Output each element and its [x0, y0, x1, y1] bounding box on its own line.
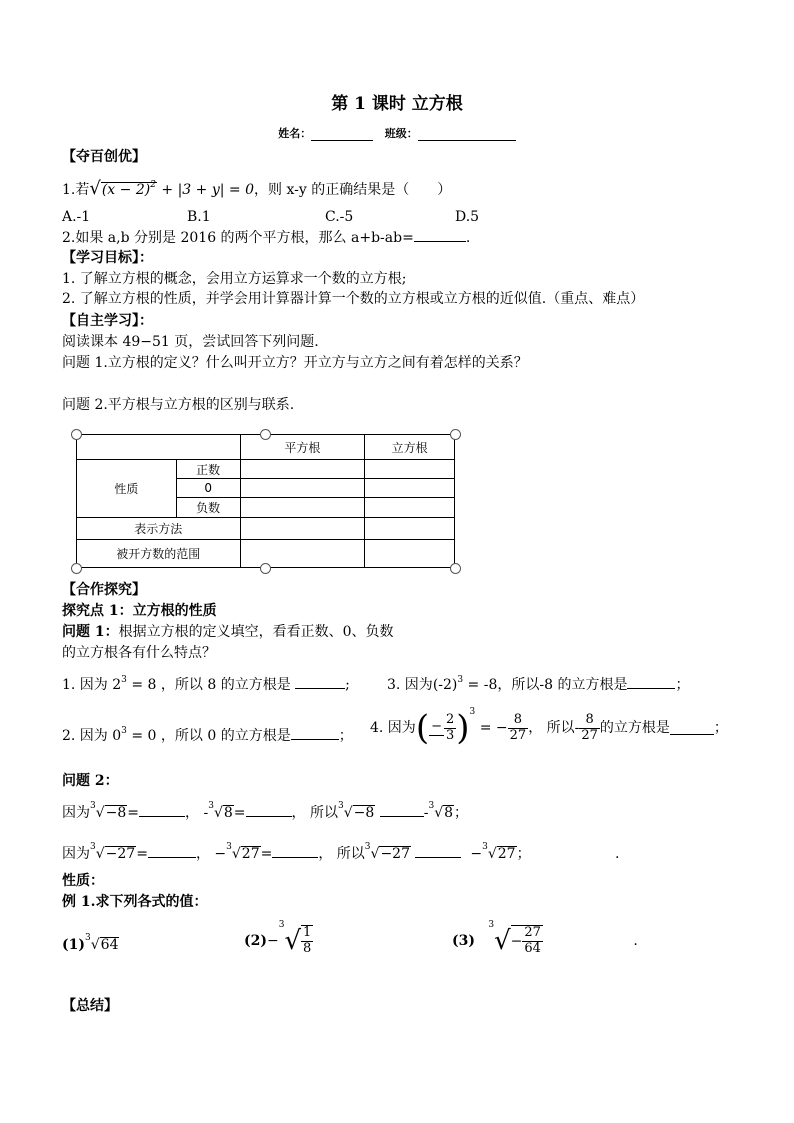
q1-prefix: 1.若: [62, 182, 90, 198]
q1-option-d[interactable]: D.5: [455, 209, 480, 225]
goal-2: 2. 了解立方根的性质，并学会用计算器计算一个数的立方根或立方根的近似值.（重点、难点）: [62, 291, 645, 307]
self-study-problem-1: 问题 1.立方根的定义？什么叫开立方？开立方与立方之间有着怎样的关系？: [62, 355, 528, 371]
section-self-study: 【自主学习】：: [62, 313, 153, 329]
example-1-part-3: (3) $^3$√− $\frac{27}{64}$ .: [452, 920, 638, 956]
example-1-part-2: (2)−$^3$√ $\frac{1}{8}$: [244, 920, 312, 956]
row-radicand-range: 被开方数的范围: [77, 539, 241, 567]
explore-question-2: 问题 2：: [62, 773, 119, 789]
col-header-square: 平方根: [240, 435, 365, 460]
section-coop: 【合作探究】: [62, 582, 146, 598]
q1-option-a[interactable]: A.-1: [62, 209, 91, 225]
class-label: 班级：: [384, 127, 418, 140]
goal-1: 1. 了解立方根的概念，会用立方运算求一个数的立方根;: [62, 271, 407, 287]
row-negative: 负数: [176, 498, 240, 517]
item-2: 2. 因为 $0^3 = 0$ ，所以 0 的立方根是 ；: [62, 726, 353, 744]
cell-square-notation[interactable]: [240, 517, 365, 539]
resize-handle-tl[interactable]: [71, 429, 82, 440]
question-2-line-1: 因为$^3$√−8= ， -$^3$√8= ， 所以$^3$√−8 -$^3$√8；: [62, 801, 469, 821]
explore-point-1: 探究点 1：立方根的性质: [62, 603, 217, 619]
question-1: [62, 178, 451, 201]
item1-blank[interactable]: [295, 676, 345, 689]
cell-cube-zero[interactable]: [365, 479, 455, 498]
cell-square-negative[interactable]: [240, 498, 365, 517]
comparison-table: [76, 434, 455, 568]
q2-blank[interactable]: [414, 229, 466, 242]
item2-blank[interactable]: [291, 727, 339, 740]
section-warmup: 【夺百创优】: [62, 149, 146, 165]
class-blank[interactable]: [418, 128, 516, 141]
section-summary: 【总结】: [62, 998, 118, 1014]
col-header-cube: 立方根: [365, 435, 455, 460]
self-study-read: 阅读课本 49−51 页，尝试回答下列问题.: [62, 334, 319, 350]
resize-handle-bl[interactable]: [71, 563, 82, 574]
cell-cube-range[interactable]: [365, 539, 455, 567]
resize-handle-tm[interactable]: [260, 429, 271, 440]
row-positive: 正数: [176, 460, 240, 479]
q1-radicand: $(x - 2)^2$: [101, 180, 156, 198]
question-2-line-2: 因为$^3$√−27= ， −$^3$√27= ， 所以$^3$√−27 −$^3$√27； .: [62, 842, 620, 862]
question-2: 2.如果 a,b 分别是 2016 的两个平方根，那么 a+b-ab= .: [62, 230, 471, 246]
cell-cube-negative[interactable]: [365, 498, 455, 517]
row-header-property: 性质: [77, 460, 177, 517]
self-study-problem-2: 问题 2.平方根与立方根的区别与联系.: [62, 397, 295, 413]
table-corner: [77, 435, 241, 460]
item3-blank[interactable]: [627, 676, 675, 689]
section-goals: 【学习目标】：: [62, 250, 153, 266]
row-notation: 表示方法: [77, 517, 241, 539]
name-blank[interactable]: [311, 128, 373, 141]
cell-square-positive[interactable]: [240, 460, 365, 479]
q2-text: 2.如果 a,b 分别是 2016 的两个平方根，那么 a+b-ab=: [62, 230, 414, 246]
resize-handle-tr[interactable]: [450, 429, 461, 440]
q1-expr: + |3 + y| = 0: [161, 182, 254, 198]
explore-question-1-line2: 的立方根各有什么特点？: [62, 645, 216, 661]
cell-square-range[interactable]: [240, 539, 365, 567]
item4-blank[interactable]: [670, 722, 714, 735]
example-1-part-1: $(1)^3√64$: [62, 933, 119, 953]
item-4: 4. 因为( − $\frac{2}{3}$ )$^3$ = − $\frac{8}{27}$ ， 所以- $\frac{8}{27}$ 的立方根是 ；: [370, 707, 728, 748]
cell-cube-positive[interactable]: [365, 460, 455, 479]
example-1-title: 例 1.求下列各式的值：: [62, 894, 208, 910]
page-title: 第 1 课时 立方根: [331, 94, 463, 114]
sqrt-sign: √: [89, 178, 101, 199]
item-3: 3. 因为$(-2)^3 = -8$，所以-8 的立方根是 ；: [387, 675, 690, 693]
cell-cube-notation[interactable]: [365, 517, 455, 539]
property-label: 性质：: [62, 873, 104, 889]
item-1: 1. 因为 $2^3 = 8$ ，所以 8 的立方根是 ;: [62, 675, 350, 693]
cell-square-zero[interactable]: [240, 479, 365, 498]
name-class-row: [0, 127, 794, 141]
q1-option-b[interactable]: B.1: [187, 209, 211, 225]
q1-option-c[interactable]: C.-5: [325, 209, 354, 225]
resize-handle-bm[interactable]: [260, 563, 271, 574]
row-zero: 0: [176, 479, 240, 498]
resize-handle-br[interactable]: [450, 563, 461, 574]
explore-question-1: 问题 1：根据立方根的定义填空，看看正数、0、负数: [62, 624, 394, 640]
q1-suffix: ，则 x-y 的正确结果是（ ）: [254, 182, 452, 198]
name-label: 姓名：: [278, 127, 312, 140]
